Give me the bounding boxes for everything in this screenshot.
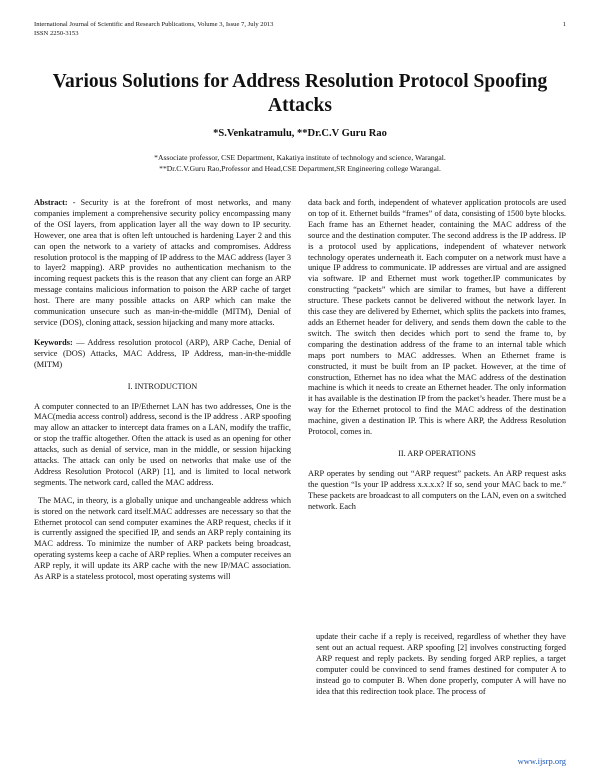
- keywords-label: Keywords:: [34, 337, 73, 347]
- section-heading-arp-operations: II. ARP OPERATIONS: [398, 448, 476, 458]
- issn-line: ISSN 2250-3153: [34, 30, 79, 37]
- keywords-text: — Address resolution protocol (ARP), ARP Cache, Denial of service (DOS) Attacks, MAC Address, IP Address, man-in-the-middle (MITM): [34, 337, 291, 369]
- running-header: [34, 20, 566, 38]
- right-column-continued: [316, 632, 566, 704]
- arp-paragraph-1: ARP operates by sending out “ARP request” packets. An ARP request asks the question “Is your IP address x.x.x.x? If so, send your MAC back to me.” These packets are broadcast to all computers on the LAN, even on a switched network. Each: [308, 468, 566, 511]
- affiliation-2: **Dr.C.V.Guru Rao,Professor and Head,CSE Department,SR Engineering college Warangal.: [159, 164, 441, 173]
- abstract-text: - Security is at the forefront of most networks, and many companies implement a comprehensive security policy encompassing many of the OSI layers, from application layer all the way down to IP security. However, one area that is often left untouched is hardening Layer 2 and this can open the network to a variety of attacks and compromises. Address resolution protocol is the mapping of IP address to the MAC address (layer 3 to layer2 mapping). ARP provides no authentication mechanism to the incoming request packets this is the reason that any client can forge an ARP message contains malicious information to poison the ARP cache of target host. There are many possible attacks on ARP which can make the communication unsecure such as man-in-the-middle (MITM), Denial of service (DOS), cloning attack, session hijacking and many more attacks.: [34, 198, 291, 327]
- arp-paragraph-2: update their cache if a reply is received, regardless of whether they have sent out an actual request. ARP spoofing [2] involves constructing forged ARP request and reply packets. By sending forged ARP replies, a target computer could be convinced to send frames destined for computer A to instead go to computer B. When done properly, computer A will have no idea that this redirection took place. The process of: [316, 632, 566, 696]
- intro-paragraph-1: A computer connected to an IP/Ethernet LAN has two addresses, One is the MAC(media access control) address, second is the IP address . ARP spoofing may allow an attacker to intercept data frames on a LAN, modify the traffic, or stop the traffic altogether. Often the attack is used as an opening for other attacks, such as denial of service, man in the middle, or session hijacking attacks. The attack can only be used on networks that make use of the Address Resolution Protocol (ARP) [1], and is limited to local network segments. The network card, called the MAC address.: [34, 401, 291, 487]
- section-heading-introduction: I. INTRODUCTION: [127, 381, 198, 391]
- keywords: [34, 338, 291, 371]
- page-number: 1: [562, 21, 566, 28]
- right-paragraph-1: data back and forth, independent of whatever application protocols are used on top of it. Ethernet builds “frames” of data, consisting of 1500 byte blocks. Each frame has an Ethernet header, containing the MAC address of the source and the destination computer. The second address is the IP address. IP is a protocol used by applications, independent of whatever network technology operates underneath it. Each computer on a network must have a unique IP address to communicate. IP addresses are virtual and are assigned via software. IP and Ethernet must work together.IP communicates by constructing “packets” which are similar to frames, but have a different structure. These packets cannot be delivered without the network layer. In this case they are delivered by Ethernet, which splits the packets into frames, adds an Ethernet header for delivery, and sends them down the cable to the switch. The switch then decides which port to send the frame to, by comparing the destination address of the frame to an internal table which maps port numbers to MAC addresses. When an Ethernet frame is constructed, it must be built from an IP packet. However, at the time of construction, Ethernet has no idea what the MAC address of the destination machine is which it needs to create an Ethernet header. The only information it has available is the destination IP from the packet’s header. There must be a way for the Ethernet protocol to find the MAC address of the destination machine, given a destination IP. This is where ARP, the Address Resolution Protocol, comes in.: [308, 198, 566, 437]
- left-column: [34, 198, 291, 590]
- right-column: [308, 198, 566, 519]
- paper-title: Various Solutions for Address Resolution Protocol Spoofing Attacks: [52, 71, 548, 116]
- abstract-label: Abstract:: [34, 198, 68, 207]
- footer-url[interactable]: www.ijsrp.org: [517, 756, 566, 766]
- intro-paragraph-2: The MAC, in theory, is a globally unique and unchangeable address which is stored on the network card itself.MAC addresses are necessary so that the Ethernet protocol can send computer examines the ARP request, checks if it is currently assigned the specified IP, and sends an ARP reply containing its MAC address. To minimize the number of ARP packets being broadcast, operating systems keep a cache of ARP replies. When a computer receives an ARP reply, it will update its ARP cache with the new IP/MAC association. As ARP is a stateless protocol, most operating systems will: [34, 495, 291, 582]
- abstract: [34, 198, 291, 329]
- affiliation-1: *Associate professor, CSE Department, Kakatiya institute of technology and science, Warangal.: [154, 153, 446, 162]
- journal-line: International Journal of Scientific and Research Publications, Volume 3, Issue 7, July 2013: [34, 21, 274, 28]
- authors: *S.Venkatramulu, **Dr.C.V Guru Rao: [213, 128, 387, 139]
